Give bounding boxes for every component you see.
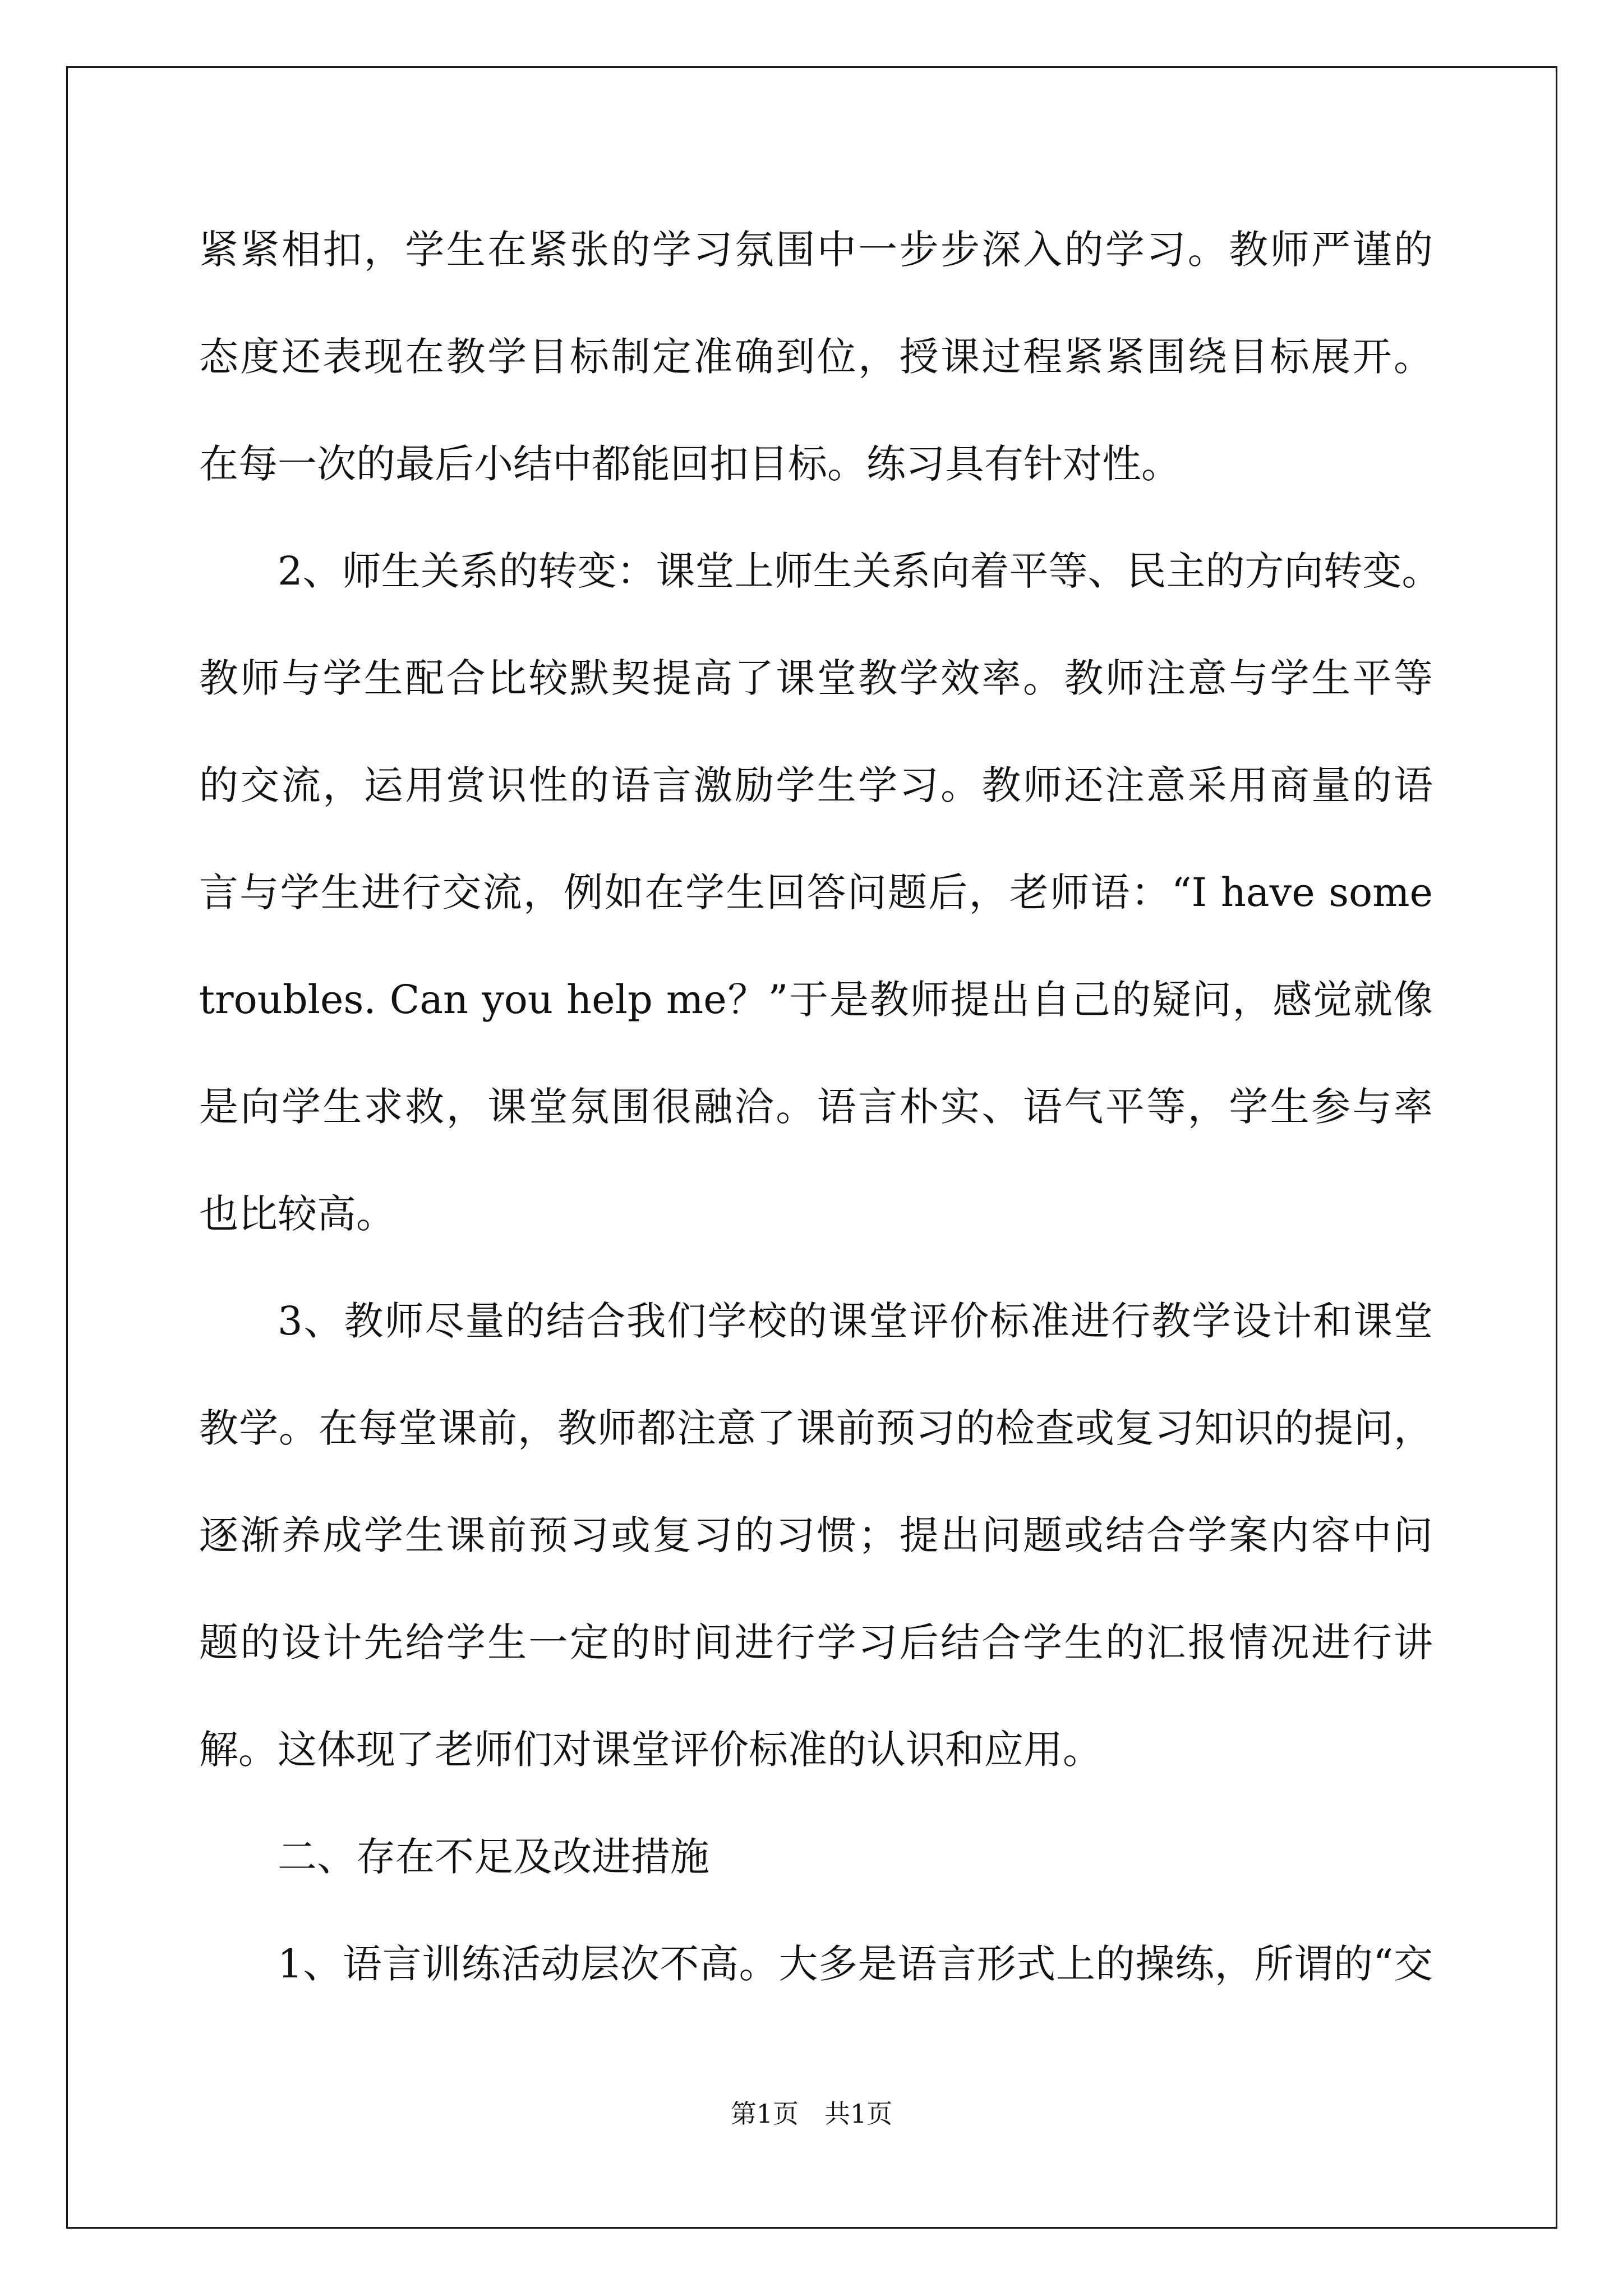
text-line: 1、语言训练活动层次不高。大多是语言形式上的操练，所谓的“交 [278,1941,1433,1987]
text-line: troubles. Can you help me？”于是教师提出自己的疑问，感觉就像 [199,977,1433,1023]
text-line: 在每一次的最后小结中都能回扣目标。练习具有针对性。 [199,441,1181,487]
text-line: 是向学生求救，课堂氛围很融洽。语言朴实、语气平等，学生参与率 [199,1084,1433,1130]
text-line: 紧紧相扣，学生在紧张的学习氛围中一步步深入的学习。教师严谨的 [199,227,1433,273]
document-body [199,196,1441,2018]
text-line: 态度还表现在教学目标制定准确到位，授课过程紧紧围绕目标展开。 [199,334,1433,380]
text-line: 逐渐养成学生课前预习或复习的习惯；提出问题或结合学案内容中问 [199,1512,1433,1558]
text-line: 题的设计先给学生一定的时间进行学习后结合学生的汇报情况进行讲 [199,1619,1433,1665]
text-line: 言与学生进行交流，例如在学生回答问题后，老师语：“I have some [199,869,1433,915]
section-heading: 二、存在不足及改进措施 [278,1834,709,1880]
text-line: 2、师生关系的转变：课堂上师生关系向着平等、民主的方向转变。 [278,548,1441,594]
text-line: 也比较高。 [199,1191,395,1237]
page-number: 第1页 共1页 [730,2099,893,2129]
text-line: 解。这体现了老师们对课堂评价标准的认识和应用。 [199,1727,1102,1773]
text-line: 教学。在每堂课前，教师都注意了课前预习的检查或复习知识的提问， [199,1405,1433,1451]
text-line: 的交流，运用赏识性的语言激励学生学习。教师还注意采用商量的语 [199,762,1433,808]
text-line: 3、教师尽量的结合我们学校的课堂评价标准进行教学设计和课堂 [278,1298,1433,1344]
text-line: 教师与学生配合比较默契提高了课堂教学效率。教师注意与学生平等 [199,655,1433,701]
